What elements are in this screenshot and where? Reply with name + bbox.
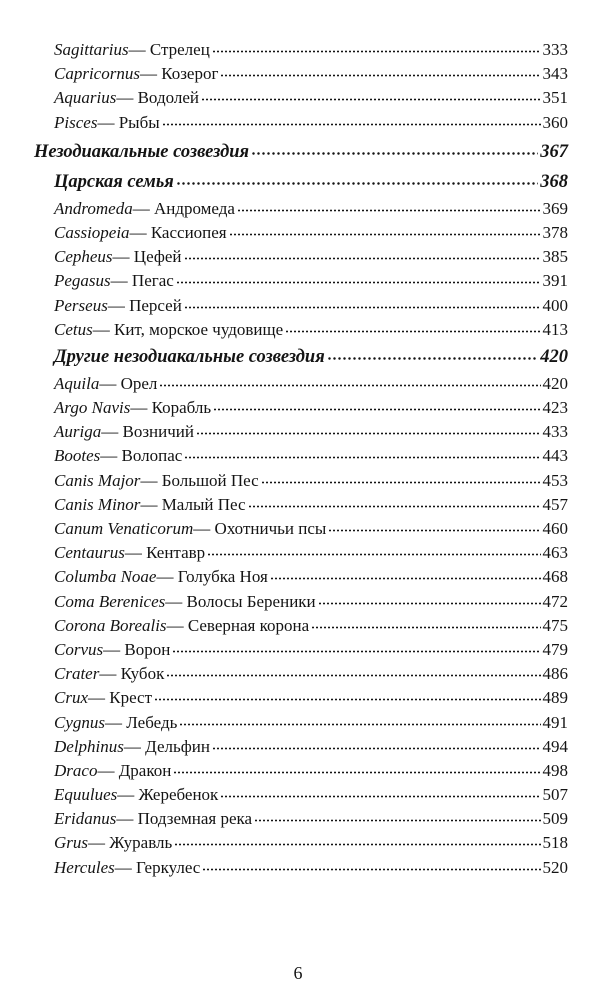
toc-page-number: 486 bbox=[542, 664, 568, 684]
dot-leader bbox=[207, 541, 540, 556]
toc-page-number: 457 bbox=[542, 494, 568, 514]
toc-entry-russian-name: — Рыбы bbox=[97, 112, 160, 132]
toc-entry-latin-name: Crux bbox=[54, 688, 88, 708]
toc-page-number: 378 bbox=[542, 222, 568, 242]
dot-leader bbox=[179, 710, 540, 725]
toc-entry-russian-name: — Андромеда bbox=[132, 198, 235, 218]
toc-page-number: 420 bbox=[540, 346, 568, 367]
toc-entry-russian-name: — Кубок bbox=[99, 664, 165, 684]
table-of-contents bbox=[34, 38, 568, 880]
toc-section-heading bbox=[54, 342, 568, 372]
toc-entry-russian-name: — Волосы Береники bbox=[165, 591, 316, 611]
toc-page-number: 491 bbox=[542, 712, 568, 732]
toc-entry bbox=[54, 372, 568, 396]
dot-leader bbox=[174, 831, 540, 846]
toc-entry bbox=[54, 86, 568, 110]
toc-heading-title: Другие незодиакальные созвездия bbox=[54, 346, 325, 367]
toc-entry bbox=[54, 221, 568, 245]
toc-entry bbox=[54, 565, 568, 589]
dot-leader bbox=[166, 662, 540, 677]
dot-leader bbox=[270, 565, 541, 580]
dot-leader bbox=[261, 468, 541, 483]
dot-leader bbox=[318, 589, 541, 604]
dot-leader bbox=[184, 293, 541, 308]
dot-leader bbox=[248, 493, 541, 508]
dot-leader bbox=[311, 613, 540, 628]
dot-leader bbox=[212, 38, 541, 53]
toc-page-number: 453 bbox=[542, 470, 568, 490]
toc-heading-title: Незодиакальные созвездия bbox=[34, 141, 250, 162]
toc-entry-russian-name: — Корабль bbox=[130, 398, 212, 418]
toc-entry-russian-name: — Северная корона bbox=[166, 615, 310, 635]
toc-entry-latin-name: Delphinus bbox=[54, 736, 124, 756]
dot-leader bbox=[176, 269, 541, 284]
toc-entry bbox=[54, 541, 568, 565]
toc-page-number: 360 bbox=[542, 112, 568, 132]
toc-entry-russian-name: — Козерог bbox=[139, 64, 219, 84]
toc-page-number: 494 bbox=[542, 736, 568, 756]
toc-entry-russian-name: — Орел bbox=[99, 373, 158, 393]
toc-entry-latin-name: Crater bbox=[54, 664, 100, 684]
toc-page-number: 391 bbox=[542, 271, 568, 291]
dot-leader bbox=[254, 807, 540, 822]
toc-page-number: 518 bbox=[542, 833, 568, 853]
toc-entry-latin-name: Andromeda bbox=[54, 198, 133, 218]
toc-page-number: 463 bbox=[542, 543, 568, 563]
toc-page-number: 520 bbox=[542, 857, 568, 877]
toc-entry-russian-name: — Стрелец bbox=[128, 40, 210, 59]
toc-entry bbox=[54, 759, 568, 783]
dot-leader bbox=[172, 638, 540, 653]
toc-entry-latin-name: Columba Noae bbox=[54, 567, 157, 587]
toc-page-number: 509 bbox=[542, 809, 568, 829]
toc-entry-russian-name: — Цефей bbox=[112, 247, 182, 267]
toc-entry bbox=[54, 420, 568, 444]
toc-entry bbox=[54, 269, 568, 293]
toc-entry-russian-name: — Ворон bbox=[103, 639, 171, 659]
toc-entry bbox=[54, 294, 568, 318]
toc-entry bbox=[54, 807, 568, 831]
toc-entry bbox=[54, 493, 568, 517]
dot-leader bbox=[220, 783, 540, 798]
toc-entry-latin-name: Cygnus bbox=[54, 712, 105, 732]
toc-entry-latin-name: Canis Minor bbox=[54, 494, 141, 514]
toc-entry-latin-name: Hercules bbox=[54, 857, 115, 877]
toc-entry-latin-name: Canis Major bbox=[54, 470, 141, 490]
dot-leader bbox=[184, 245, 541, 260]
toc-entry bbox=[54, 111, 568, 135]
toc-entry-latin-name: Centaurus bbox=[54, 543, 125, 563]
dot-leader bbox=[328, 517, 540, 532]
toc-entry-russian-name: — Кентавр bbox=[124, 543, 206, 563]
toc-entry-latin-name: Capricornus bbox=[54, 64, 140, 84]
toc-entry-latin-name: Perseus bbox=[54, 295, 108, 315]
toc-entry-latin-name: Bootes bbox=[54, 446, 101, 466]
toc-entry-russian-name: — Кассиопея bbox=[129, 222, 227, 242]
toc-entry bbox=[54, 469, 568, 493]
toc-page-number: 468 bbox=[542, 567, 568, 587]
dot-leader bbox=[202, 855, 540, 870]
dot-leader bbox=[237, 196, 541, 211]
toc-entry bbox=[54, 590, 568, 614]
toc-entry bbox=[54, 444, 568, 468]
toc-entry-russian-name: — Голубка Ноя bbox=[156, 567, 268, 587]
toc-entry bbox=[54, 686, 568, 710]
toc-entry-latin-name: Sagittarius bbox=[54, 40, 129, 59]
toc-section-heading bbox=[54, 167, 568, 197]
toc-entry-latin-name: Cassiopeia bbox=[54, 222, 130, 242]
toc-entry bbox=[54, 662, 568, 686]
toc-page-number: 351 bbox=[542, 88, 568, 108]
dot-leader bbox=[159, 372, 540, 387]
toc-entry-russian-name: — Журавль bbox=[88, 833, 173, 853]
toc-entry-russian-name: — Персей bbox=[107, 295, 182, 315]
toc-entry bbox=[54, 711, 568, 735]
toc-entry bbox=[54, 614, 568, 638]
toc-entry-russian-name: — Возничий bbox=[101, 422, 194, 442]
toc-entry-russian-name: — Крест bbox=[88, 688, 153, 708]
dot-leader bbox=[154, 686, 540, 701]
toc-entry-russian-name: — Геркулес bbox=[114, 857, 201, 877]
toc-page-number: 369 bbox=[542, 198, 568, 218]
toc-entry bbox=[54, 197, 568, 221]
toc-page-number: 385 bbox=[542, 247, 568, 267]
dot-leader bbox=[184, 444, 540, 459]
toc-entry bbox=[54, 62, 568, 86]
toc-page-number: 498 bbox=[542, 760, 568, 780]
toc-entry-russian-name: — Дельфин bbox=[123, 736, 210, 756]
toc-page-number: 475 bbox=[542, 615, 568, 635]
toc-page-number: 507 bbox=[542, 785, 568, 805]
toc-entry-russian-name: — Пегас bbox=[110, 271, 174, 291]
toc-entry-russian-name: — Охотничьи псы bbox=[193, 519, 327, 538]
toc-page-number: 443 bbox=[542, 446, 568, 466]
toc-entry-latin-name: Pegasus bbox=[54, 271, 111, 291]
dot-leader bbox=[213, 396, 540, 411]
toc-entry-russian-name: — Малый Пес bbox=[140, 494, 246, 514]
toc-page-number: 333 bbox=[542, 40, 568, 59]
toc-entry-russian-name: — Волопас bbox=[100, 446, 183, 466]
toc-entry-latin-name: Cetus bbox=[54, 319, 93, 339]
toc-entry-russian-name: — Подземная река bbox=[116, 809, 253, 829]
toc-page-number: 420 bbox=[542, 373, 568, 393]
toc-heading-title: Царская семья bbox=[54, 171, 174, 192]
toc-page-number: 472 bbox=[542, 591, 568, 611]
dot-leader bbox=[220, 62, 540, 77]
dot-leader bbox=[162, 110, 541, 125]
toc-entry-latin-name: Pisces bbox=[54, 112, 98, 132]
dot-leader bbox=[212, 734, 541, 749]
toc-entry bbox=[54, 318, 568, 342]
toc-entry-russian-name: — Дракон bbox=[97, 760, 172, 780]
toc-entry-latin-name: Corvus bbox=[54, 639, 104, 659]
toc-entry-latin-name: Draco bbox=[54, 760, 98, 780]
dot-leader bbox=[327, 343, 538, 360]
toc-page-number: 460 bbox=[542, 519, 568, 538]
toc-entry-russian-name: — Большой Пес bbox=[140, 470, 259, 490]
toc-entry-latin-name: Auriga bbox=[54, 422, 102, 442]
toc-page-number: 343 bbox=[542, 64, 568, 84]
dot-leader bbox=[201, 86, 541, 101]
toc-page-number: 413 bbox=[542, 319, 568, 339]
dot-leader bbox=[176, 168, 538, 185]
toc-page-number: 400 bbox=[542, 295, 568, 315]
page-number: 6 bbox=[293, 963, 303, 983]
toc-entry-latin-name: Eridanus bbox=[54, 809, 117, 829]
toc-entry-latin-name: Aquarius bbox=[54, 88, 117, 108]
toc-entry bbox=[54, 638, 568, 662]
dot-leader bbox=[229, 221, 541, 236]
toc-entry-russian-name: — Лебедь bbox=[105, 712, 178, 732]
toc-entry-russian-name: — Кит, морское чудовище bbox=[92, 319, 284, 339]
toc-page-number: 479 bbox=[542, 639, 568, 659]
toc-entry bbox=[54, 38, 568, 62]
toc-entry bbox=[54, 831, 568, 855]
toc-page-number: 433 bbox=[542, 422, 568, 442]
dot-leader bbox=[251, 138, 538, 155]
toc-entry bbox=[54, 783, 568, 807]
toc-page-number: 423 bbox=[542, 398, 568, 418]
dot-leader bbox=[196, 420, 541, 435]
toc-page-number: 368 bbox=[540, 171, 568, 192]
toc-entry-latin-name: Canum Venaticorum bbox=[54, 519, 194, 538]
toc-entry-latin-name: Grus bbox=[54, 833, 89, 853]
toc-entry-latin-name: Corona Borealis bbox=[54, 615, 167, 635]
toc-entry-russian-name: — Водолей bbox=[116, 88, 199, 108]
dot-leader bbox=[285, 317, 540, 332]
toc-entry bbox=[54, 735, 568, 759]
toc-entry bbox=[54, 245, 568, 269]
toc-entry-latin-name: Equulues bbox=[54, 785, 118, 805]
toc-entry-latin-name: Aquila bbox=[54, 373, 100, 393]
toc-entry bbox=[54, 396, 568, 420]
toc-entry-latin-name: Argo Navis bbox=[54, 398, 131, 418]
toc-entry bbox=[54, 856, 568, 880]
toc-entry bbox=[54, 517, 568, 541]
toc-entry-latin-name: Cepheus bbox=[54, 247, 113, 267]
dot-leader bbox=[173, 759, 540, 774]
toc-entry-latin-name: Coma Berenices bbox=[54, 591, 166, 611]
toc-entry-russian-name: — Жеребенок bbox=[117, 785, 219, 805]
toc-page-number: 489 bbox=[542, 688, 568, 708]
toc-part-heading bbox=[34, 137, 568, 167]
toc-page-number: 367 bbox=[540, 141, 568, 162]
